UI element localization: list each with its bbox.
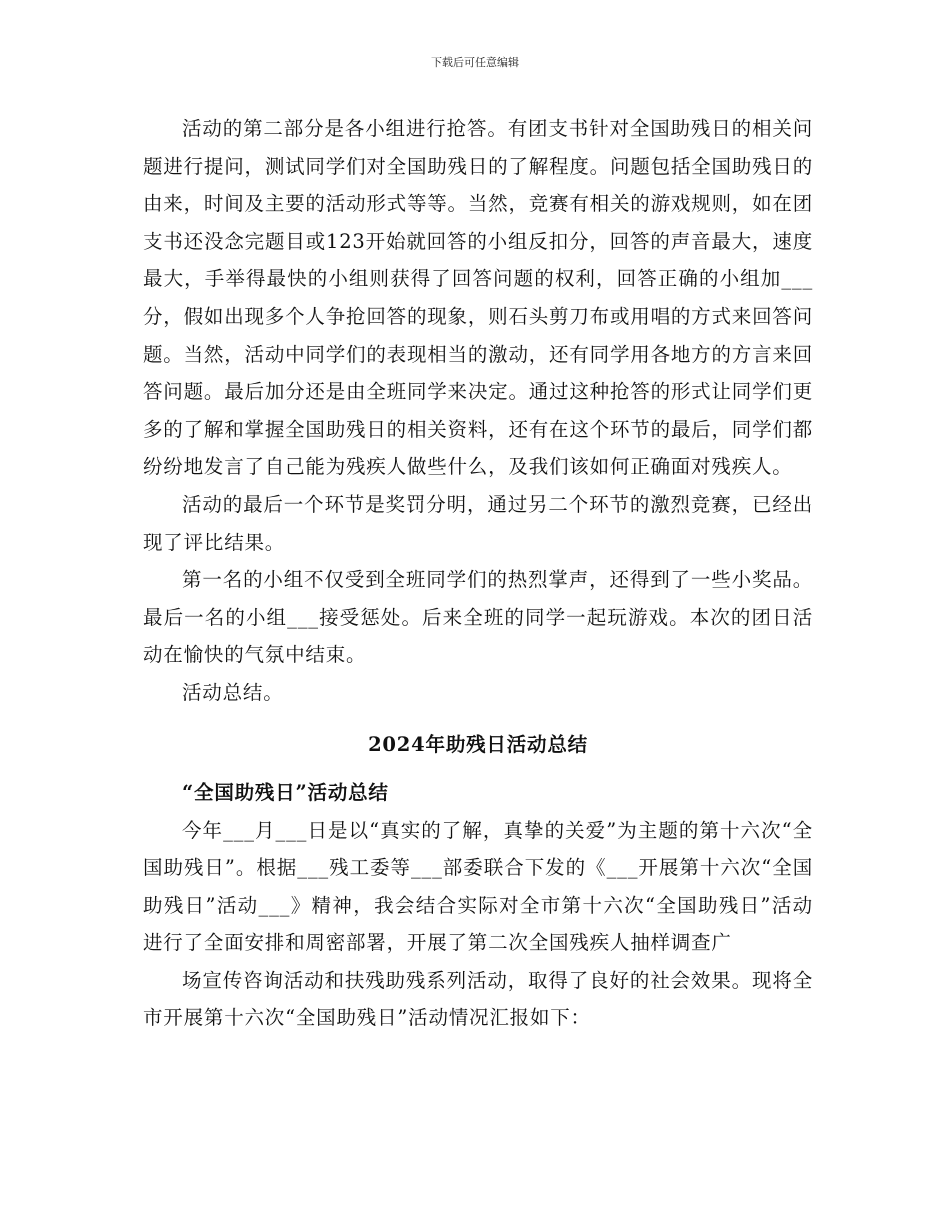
page-header: 下载后可任意编辑 — [431, 56, 519, 69]
paragraph: 活动的第二部分是各小组进行抢答。有团支书针对全国助残日的相关问题进行提问，测试同学们对全国助残日的了解程度。问题包括全国助残日的由来，时间及主要的活动形式等等。当然，竞赛有相关的游戏规则，如在团支书还没念完题目或123开始就回答的小组反扣分，回答的声音最大，速度最大，手举得最快的小组则获得了回答问题的权利，回答正确的小组加___分，假如出现多个人争抢回答的现象，则石头剪刀布或用唱的方式来回答问题。当然，活动中同学们的表现相当的激动，还有同学用各地方的方言来回答问题。最后加分还是由全班同学来决定。通过这种抢答的形式让同学们更多的了解和掌握全国助残日的相关资料，还有在这个环节的最后，同学们都纷纷地发言了自己能为残疾人做些什么，及我们该如何正确面对残疾人。 — [143, 117, 813, 479]
paragraph: 活动的最后一个环节是奖罚分明，通过另二个环节的激烈竞赛，已经出现了评比结果。 — [143, 492, 813, 554]
section-title: 2024年助残日活动总结 — [368, 732, 588, 756]
paragraph: 场宣传咨询活动和扶残助残系列活动，取得了良好的社会效果。现将全市开展第十六次“全国助残日”活动情况汇报如下： — [143, 968, 813, 1030]
paragraph: 第一名的小组不仅受到全班同学们的热烈掌声，还得到了一些小奖品。最后一名的小组___接受惩处。后来全班的同学一起玩游戏。本次的团日活动在愉快的气氛中结束。 — [143, 568, 813, 667]
paragraph: 活动总结。 — [182, 680, 284, 704]
paragraph: 今年___月___日是以“真实的了解，真挚的关爱”为主题的第十六次“全国助残日”。根据___残工委等___部委联合下发的《___开展第十六次“全国助残日”活动___》精神，我会结合实际对全市第十六次“全国助残日”活动进行了全面安排和周密部署，开展了第二次全国残疾人抽样调查广 — [143, 818, 813, 955]
section-subtitle: “全国助残日”活动总结 — [182, 780, 389, 804]
document-body — [143, 110, 813, 1037]
